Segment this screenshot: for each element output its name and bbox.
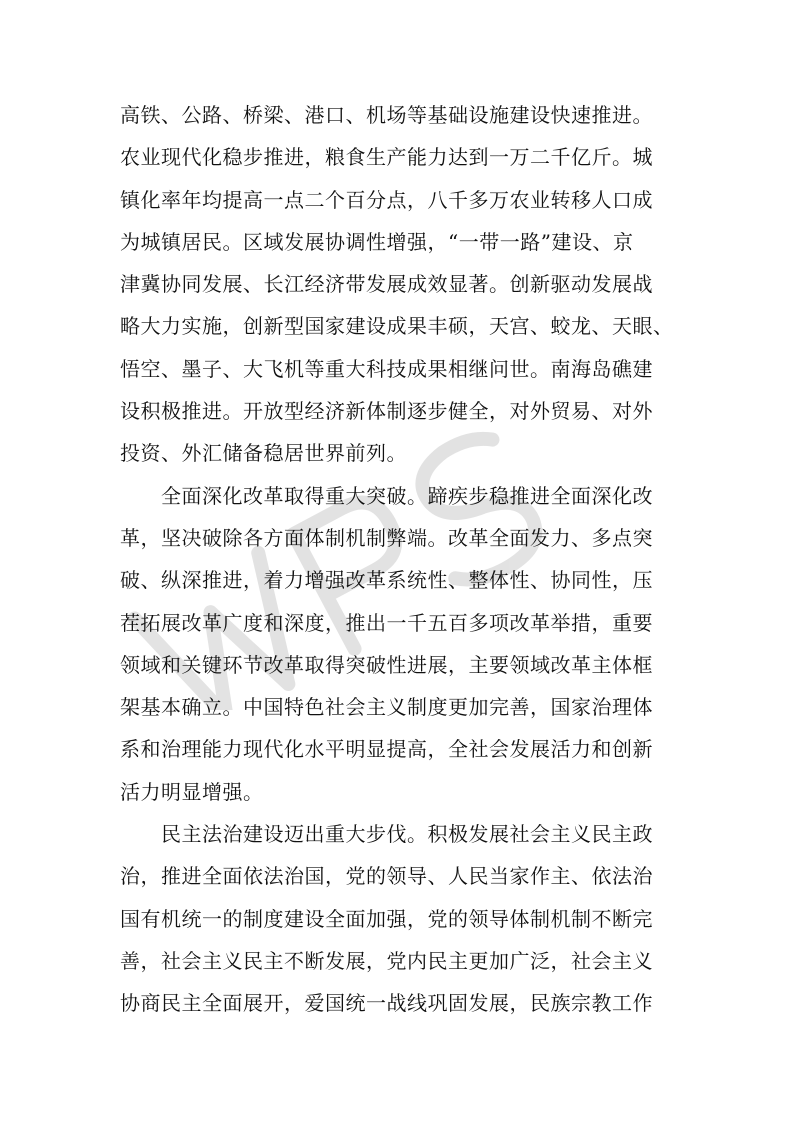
text-line: 破、纵深推进，着力增强改革系统性、整体性、协同性，压 — [120, 568, 653, 593]
text-line: 善，社会主义民主不断发展，党内民主更加广泛，社会主义 — [120, 948, 653, 973]
text-line: 津冀协同发展、长江经济带发展成效显著。创新驱动发展战 — [120, 272, 653, 297]
text-line: 系和治理能力现代化水平明显提高，全社会发展活力和创新 — [120, 737, 653, 762]
text-line: 悟空、墨子、大飞机等重大科技成果相继问世。南海岛礁建 — [120, 356, 653, 381]
text-line: 国有机统一的制度建设全面加强，党的领导体制机制不断完 — [120, 906, 653, 931]
paragraph-start-line: 民主法治建设迈出重大步伐。积极发展社会主义民主政 — [120, 822, 653, 847]
text-line: 投资、外汇储备稳居世界前列。 — [120, 441, 407, 466]
text-line: 协商民主全面展开，爱国统一战线巩固发展，民族宗教工作 — [120, 991, 653, 1016]
text-line: 高铁、公路、桥梁、港口、机场等基础设施建设快速推进。 — [120, 103, 653, 127]
text-line: 设积极推进。开放型经济新体制逐步健全，对外贸易、对外 — [120, 399, 653, 424]
text-line: 治，推进全面依法治国，党的领导、人民当家作主、依法治 — [120, 864, 653, 889]
paragraph-start-line: 全面深化改革取得重大突破。蹄疾步稳推进全面深化改 — [120, 483, 653, 508]
text-line: 活力明显增强。 — [120, 779, 264, 804]
text-line: 略大力实施，创新型国家建设成果丰硕，天宫、蛟龙、天眼、 — [120, 314, 674, 339]
text-line: 革，坚决破除各方面体制机制弊端。改革全面发力、多点突 — [120, 525, 653, 550]
text-line: 为城镇居民。区域发展协调性增强，“一带一路”建设、京 — [120, 229, 634, 254]
text-line: 领域和关键环节改革取得突破性进展，主要领域改革主体框 — [120, 652, 653, 677]
text-line: 架基本确立。中国特色社会主义制度更加完善，国家治理体 — [120, 695, 653, 720]
text-line: 农业现代化稳步推进，粮食生产能力达到一万二千亿斤。城 — [120, 145, 653, 170]
text-line: 镇化率年均提高一点二个百分点，八千多万农业转移人口成 — [120, 187, 653, 212]
body-text — [120, 94, 680, 1025]
text-line: 茬拓展改革广度和深度，推出一千五百多项改革举措，重要 — [120, 610, 653, 635]
